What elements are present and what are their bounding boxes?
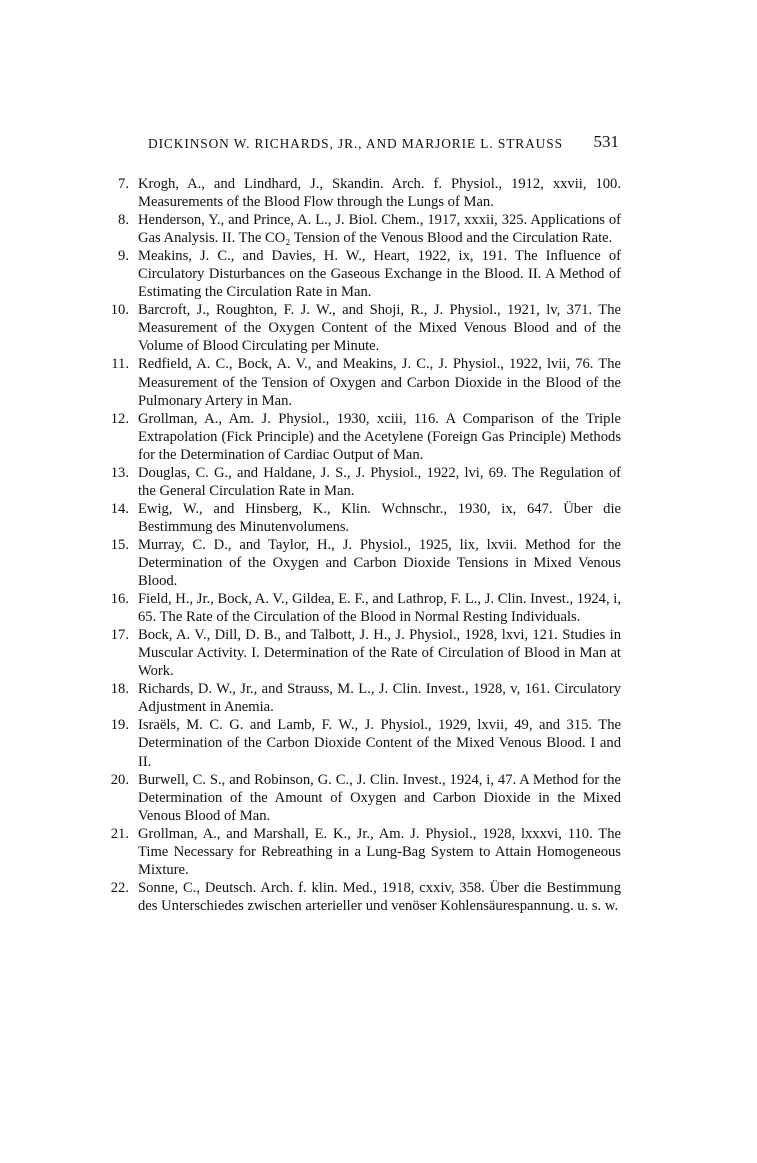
reference-number: 22. <box>110 879 129 896</box>
reference-number: 18. <box>110 681 129 698</box>
reference-item <box>98 247 621 301</box>
reference-number: 12. <box>110 410 129 427</box>
reference-text: Grollman, A., and Marshall, E. K., Jr., Am. J. Physiol., 1928, lxxxvi, 110. The Time Necessary for Rebreathing in a Lung-Bag System to Attain Homogeneous Mixture. <box>138 825 621 878</box>
reference-text: Douglas, C. G., and Haldane, J. S., J. Physiol., 1922, lvi, 69. The Regulation of the General Circulation Rate in Man. <box>138 464 621 499</box>
reference-item <box>98 771 621 825</box>
reference-item <box>98 355 621 409</box>
reference-item <box>98 536 621 590</box>
reference-number: 20. <box>110 771 129 788</box>
running-head <box>98 132 621 156</box>
reference-item <box>98 301 621 355</box>
page-number: 531 <box>593 132 619 151</box>
reference-number: 8. <box>118 212 129 229</box>
reference-list <box>98 175 621 915</box>
reference-number: 9. <box>118 248 129 265</box>
reference-text: Bock, A. V., Dill, D. B., and Talbott, J. H., J. Physiol., 1928, lxvi, 121. Studies in Muscular Activity. I. Determination of the Rate of Circulation of Blood in Man at Work. <box>138 627 621 680</box>
reference-item <box>98 410 621 464</box>
reference-item <box>98 716 621 770</box>
reference-number: 21. <box>110 825 129 842</box>
reference-number: 14. <box>110 500 129 517</box>
reference-text: Sonne, C., Deutsch. Arch. f. klin. Med., 1918, cxxiv, 358. Über die Bestimmung des Unterschiedes zwischen arterieller und venöser Kohlensäurespannung. u. s. w. <box>138 879 621 914</box>
reference-item <box>98 175 621 211</box>
reference-number: 13. <box>110 464 129 481</box>
reference-text: Barcroft, J., Roughton, F. J. W., and Shoji, R., J. Physiol., 1921, lv, 371. The Measurement of the Oxygen Content of the Mixed Venous Blood and of the Volume of Blood Circulating per Minute. <box>138 302 621 355</box>
reference-item <box>98 680 621 716</box>
reference-item <box>98 464 621 500</box>
reference-number: 10. <box>110 302 129 319</box>
reference-number: 16. <box>110 591 129 608</box>
reference-text: Israëls, M. C. G. and Lamb, F. W., J. Physiol., 1929, lxvii, 49, and 315. The Determination of the Carbon Dioxide Content of the Mixed Venous Blood. I and II. <box>138 717 621 770</box>
reference-text: Field, H., Jr., Bock, A. V., Gildea, E. F., and Lathrop, F. L., J. Clin. Invest., 1924, i, 65. The Rate of the Circulation of the Blood in Normal Resting Individuals. <box>138 591 621 626</box>
reference-number: 7. <box>118 176 129 192</box>
reference-number: 15. <box>110 536 129 553</box>
reference-text: Burwell, C. S., and Robinson, G. C., J. Clin. Invest., 1924, i, 47. A Method for the Determination of the Amount of Oxygen and Carbon Dioxide in the Mixed Venous Blood of Man. <box>138 771 621 824</box>
reference-text: Grollman, A., Am. J. Physiol., 1930, xciii, 116. A Comparison of the Triple Extrapolation (Fick Principle) and the Acetylene (Foreign Gas Principle) Methods for the Determination of Cardiac Output of Man. <box>138 410 621 463</box>
reference-item <box>98 825 621 879</box>
reference-text: Redfield, A. C., Bock, A. V., and Meakins, J. C., J. Physiol., 1922, lvii, 76. The Measurement of the Tension of Oxygen and Carbon Dioxide in the Blood of the Pulmonary Artery in Man. <box>138 356 621 409</box>
reference-text: Meakins, J. C., and Davies, H. W., Heart, 1922, ix, 191. The Influence of Circulatory Disturbances on the Gaseous Exchange in the Blood. II. A Method of Estimating the Circulation Rate in Man. <box>138 248 621 301</box>
reference-number: 11. <box>111 356 129 373</box>
reference-text: Krogh, A., and Lindhard, J., Skandin. Arch. f. Physiol., 1912, xxvii, 100. Measurements of the Blood Flow through the Lungs of Man. <box>138 176 621 211</box>
reference-item <box>98 626 621 680</box>
reference-text: Henderson, Y., and Prince, A. L., J. Biol. Chem., 1917, xxxii, 325. Applications of Gas Analysis. II. The CO₂ Tension of the Venous Blood and the Circulation Rate. <box>138 212 621 247</box>
reference-text: Murray, C. D., and Taylor, H., J. Physiol., 1925, lix, lxvii. Method for the Determination of the Oxygen and Carbon Dioxide Tensions in Mixed Venous Blood. <box>138 536 621 590</box>
reference-item <box>98 590 621 626</box>
reference-item <box>98 500 621 536</box>
reference-number: 17. <box>110 627 129 644</box>
reference-number: 19. <box>110 717 129 734</box>
reference-item <box>98 211 621 247</box>
reference-text: Ewig, W., and Hinsberg, K., Klin. Wchnschr., 1930, ix, 647. Über die Bestimmung des Minutenvolumens. <box>138 500 621 535</box>
running-title: DICKINSON W. RICHARDS, JR., AND MARJORIE L. STRAUSS <box>148 136 563 151</box>
reference-item <box>98 879 621 915</box>
reference-text: Richards, D. W., Jr., and Strauss, M. L., J. Clin. Invest., 1928, v, 161. Circulatory Adjustment in Anemia. <box>138 681 621 716</box>
